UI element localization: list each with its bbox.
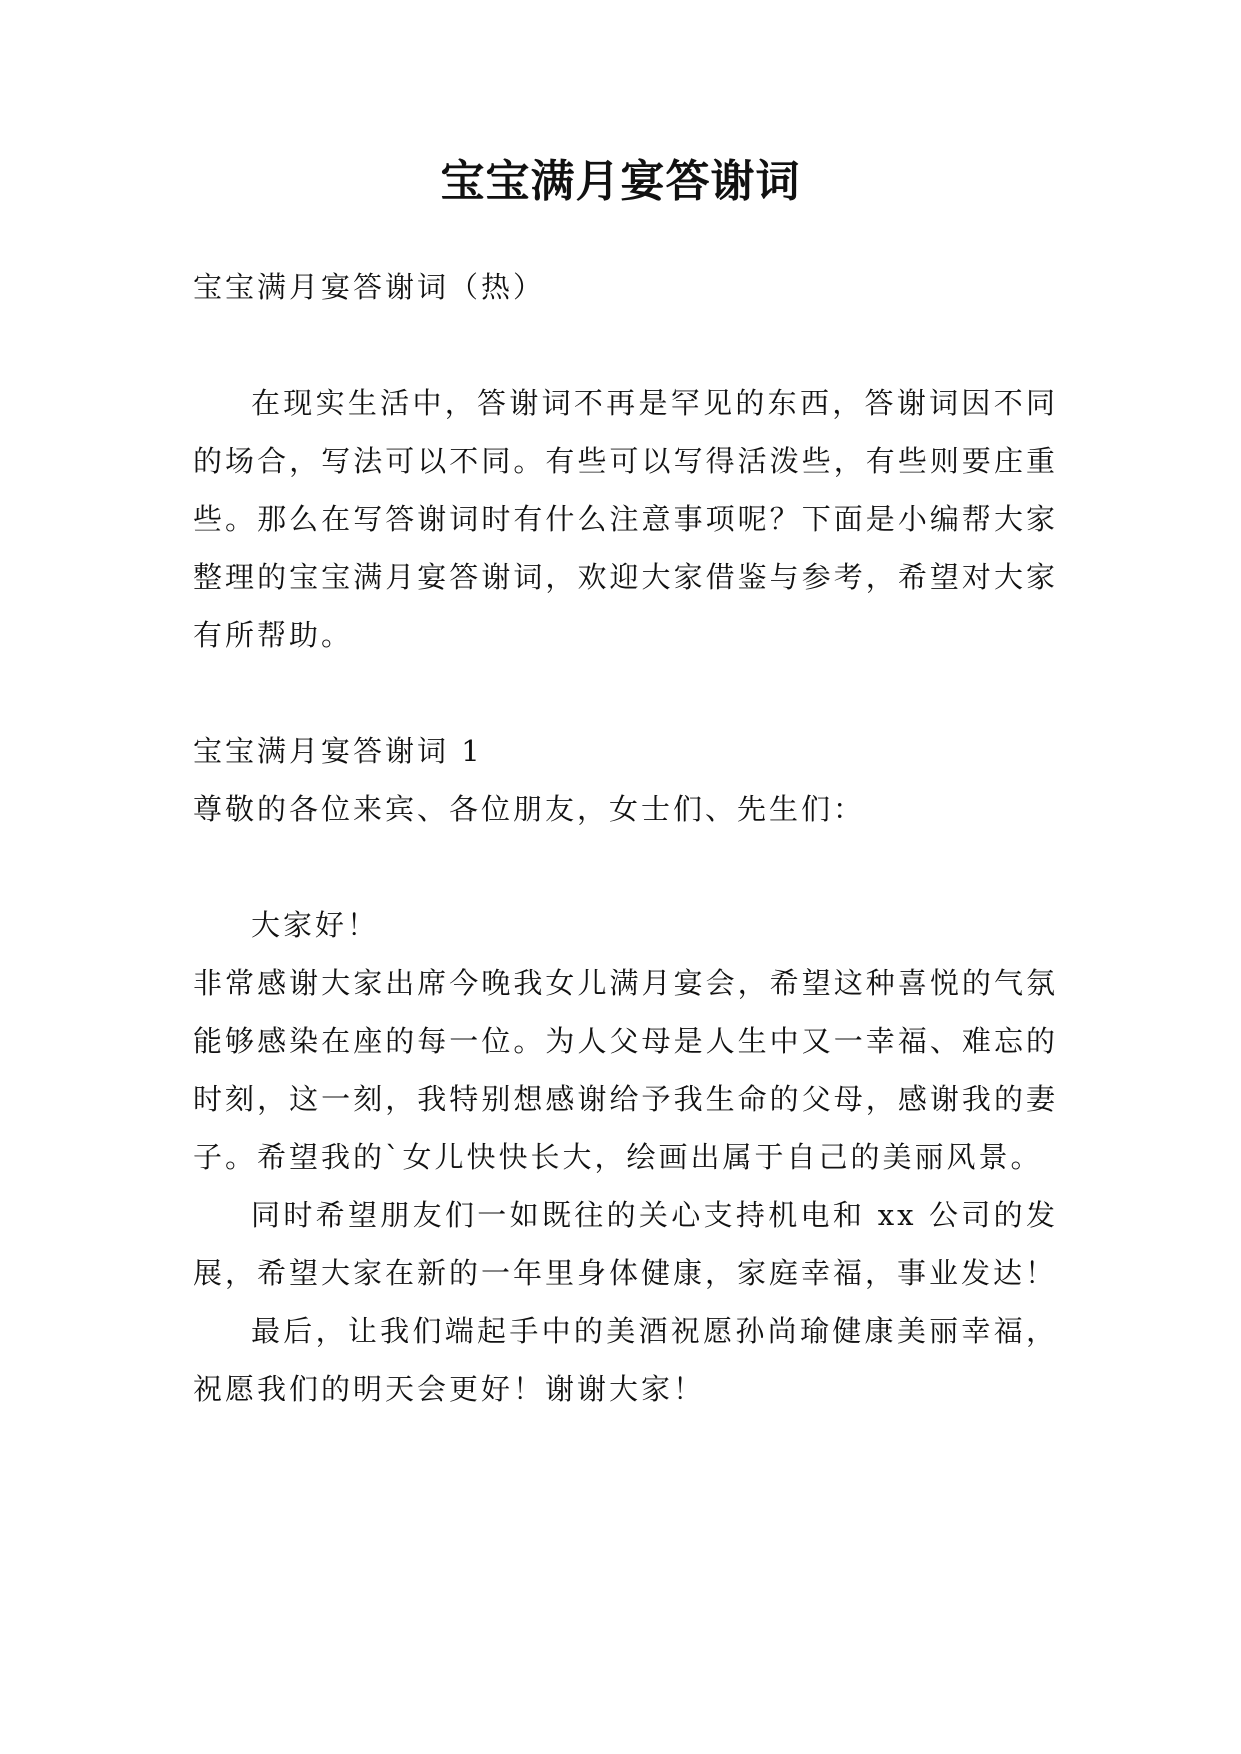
spacer — [193, 316, 1058, 374]
spacer — [193, 664, 1058, 722]
paragraph-thanks: 非常感谢大家出席今晚我女儿满月宴会，希望这种喜悦的气氛能够感染在座的每一位。为人父母是人生中又一幸福、难忘的时刻，这一刻，我特别想感谢给予我生命的父母，感谢我的妻子。希望我的`女儿快快长大，绘画出属于自己的美丽风景。 — [193, 966, 1058, 1174]
section-heading: 宝宝满月宴答谢词 1 — [193, 734, 483, 768]
paragraph-toast: 最后，让我们端起手中的美酒祝愿孙尚瑜健康美丽幸福，祝愿我们的明天会更好！谢谢大家！ — [193, 1314, 1058, 1406]
document-body — [193, 258, 1058, 1418]
salutation: 尊敬的各位来宾、各位朋友，女士们、先生们： — [193, 792, 866, 826]
intro-paragraph: 在现实生活中，答谢词不再是罕见的东西，答谢词因不同的场合，写法可以不同。有些可以写得活泼些，有些则要庄重些。那么在写答谢词时有什么注意事项呢？下面是小编帮大家整理的宝宝满月宴答谢词，欢迎大家借鉴与参考，希望对大家有所帮助。 — [193, 386, 1058, 652]
document-title: 宝宝满月宴答谢词 — [440, 156, 801, 207]
document-subtitle: 宝宝满月宴答谢词（热） — [193, 270, 546, 304]
spacer — [193, 838, 1058, 896]
greeting: 大家好！ — [251, 908, 380, 942]
paragraph-wishes: 同时希望朋友们一如既往的关心支持机电和 xx 公司的发展，希望大家在新的一年里身体健康，家庭幸福，事业发达！ — [193, 1198, 1058, 1290]
